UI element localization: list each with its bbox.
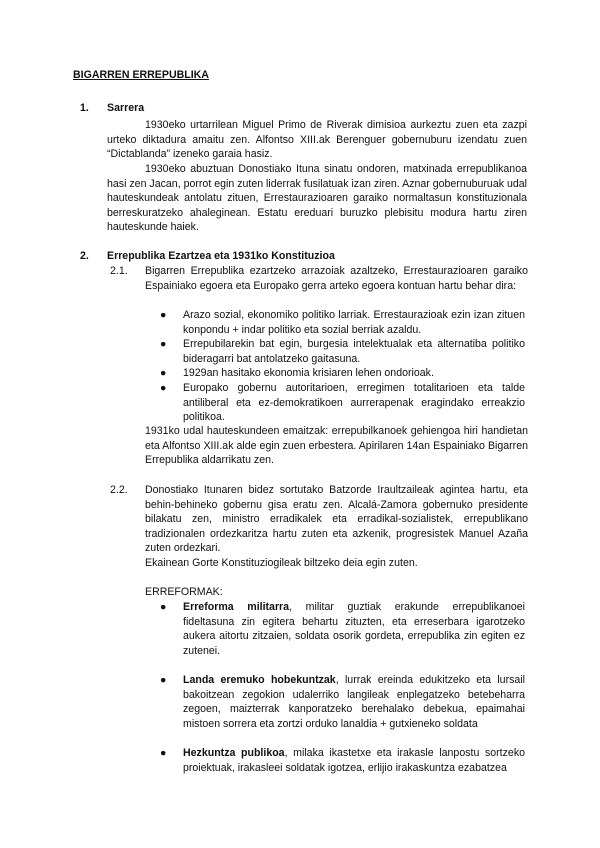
subsection-2-2-paragraph: Donostiako Itunaren bidez sortutako Batzorde Iraultzaileak agintea hartu, eta behin-behineko gobernu gisa eratu zen. Alcalá-Zamora gobernuko presidente bilakatu zen, ministro erradikalek eta erradikal-sozialistek, errepublikano tradizionalen ordezkaritza hartu zuten eta azkenik, progresistek Manuel Azaña zuten ordezkari. — [145, 484, 528, 555]
section-1-paragraph-1: 1930eko urtarrilean Miguel Primo de Riverak dimisioa aurkeztu zuen eta zazpi urteko diktadura amaitu zen. Alfontso XIII.ak Berenguer gobernuburu izendatu zuen “Dictablanda” izeneko garaia hasiz. — [107, 119, 527, 161]
section-1-paragraph-2: 1930eko abuztuan Donostiako Ituna sinatu ondoren, matxinada errepublikanoa hasi zen Jacan, porrot egin zuten liderrak fusilatuak izan ziren. Aznar gobernuburuak udal hauteskundeak antolatu zituen, Errestaurazioaren garaiko normaltasun konstituzionala berreskuratzeko ahaleginean. Estatu ereduari buruzko plebisitu modura hartu ziren hauteskunde haiek. — [107, 163, 527, 234]
section-1-title: Sarrera — [107, 102, 145, 114]
bullet-icon: ● — [160, 381, 167, 394]
bullet-icon: ● — [160, 367, 167, 380]
document-title: BIGARREN ERREPUBLIKA — [73, 69, 209, 81]
subsection-2-1-number: 2.1. — [110, 265, 128, 277]
bullet-icon: ● — [160, 674, 167, 686]
list-item: ● Errepubilarekin bat egin, burgesia intelektualak eta alternatiba politiko bideragarri bat antolatzeko gaitasuna. — [160, 338, 525, 365]
bullet-icon: ● — [160, 601, 167, 613]
reform-item-military: ● Erreforma militarra, militar guztiak erakunde errepublikanoei fideltasuna zin egitera behartu zituzten, eta erreserbara igarotzeko aukera aitortu zitzaien, soldata osorik gordeta, errepublika zin egiten ez zutenei. — [160, 601, 525, 657]
reform-item-rural: ● Landa eremuko hobekuntzak, lurrak ereinda edukitzeko eta lursail bakoitzean zegokion udalerriko langileak enplegatzeko betebeharra zegoen, maizterrak kanporatzeko berehalako debekua, epaimahai mistoen sorrera eta zortzi orduko lanaldia + gutxieneko soldata — [160, 674, 525, 730]
section-2-number: 2. — [80, 250, 89, 262]
section-1-number: 1. — [80, 102, 89, 114]
list-item: ● 1929an hasitako ekonomia krisiaren lehen ondorioak. — [160, 367, 434, 380]
bullet-icon: ● — [160, 747, 167, 759]
bullet-icon: ● — [160, 309, 167, 321]
subsection-2-2-number: 2.2. — [110, 484, 128, 496]
section-2-title: Errepublika Ezartzea eta 1931ko Konstituzioa — [107, 250, 335, 262]
subsection-2-2-line: Ekainean Gorte Konstituziogileak biltzeko deia egin zuten. — [145, 557, 418, 569]
list-item: ● Arazo sozial, ekonomiko politiko larriak. Errestaurazioak ezin izan zituen konpondu + indar politiko eta sozial berriak azaldu. — [160, 309, 525, 336]
reasons-list — [160, 308, 525, 425]
subsection-2-1-intro: Bigarren Errepublika ezartzeko arrazoiak azaltzeko, Errestaurazioaren garaiko Espainiako egoera eta Europako gerra arteko egoera kontuan hartu behar dira: — [145, 265, 528, 292]
bullet-icon: ● — [160, 338, 167, 351]
subsection-2-1-outro: 1931ko udal hauteskundeen emaitzak: errepubilkanoek gehiengoa hiri handietan eta Alfontso XIII.ak alde egin zuen erbestera. Apirilaren 14an Espainiako Bigarren Errepublika aldarrikatu zen. — [145, 425, 528, 467]
list-item: ● Europako gobernu autoritarioen, erregimen totalitarioen eta talde antiliberal eta ez-demokratikoen aurrerapenak eragindako erreakzio politikoa. — [160, 381, 525, 424]
reform-item-education: ● Hezkuntza publikoa, milaka ikastetxe eta irakasle lanpostu sortzeko proiektuak, irakasleei soldatak igotzea, erlijio irakaskuntza ezabatzea — [160, 747, 526, 774]
reforms-label: ERREFORMAK: — [145, 586, 223, 598]
